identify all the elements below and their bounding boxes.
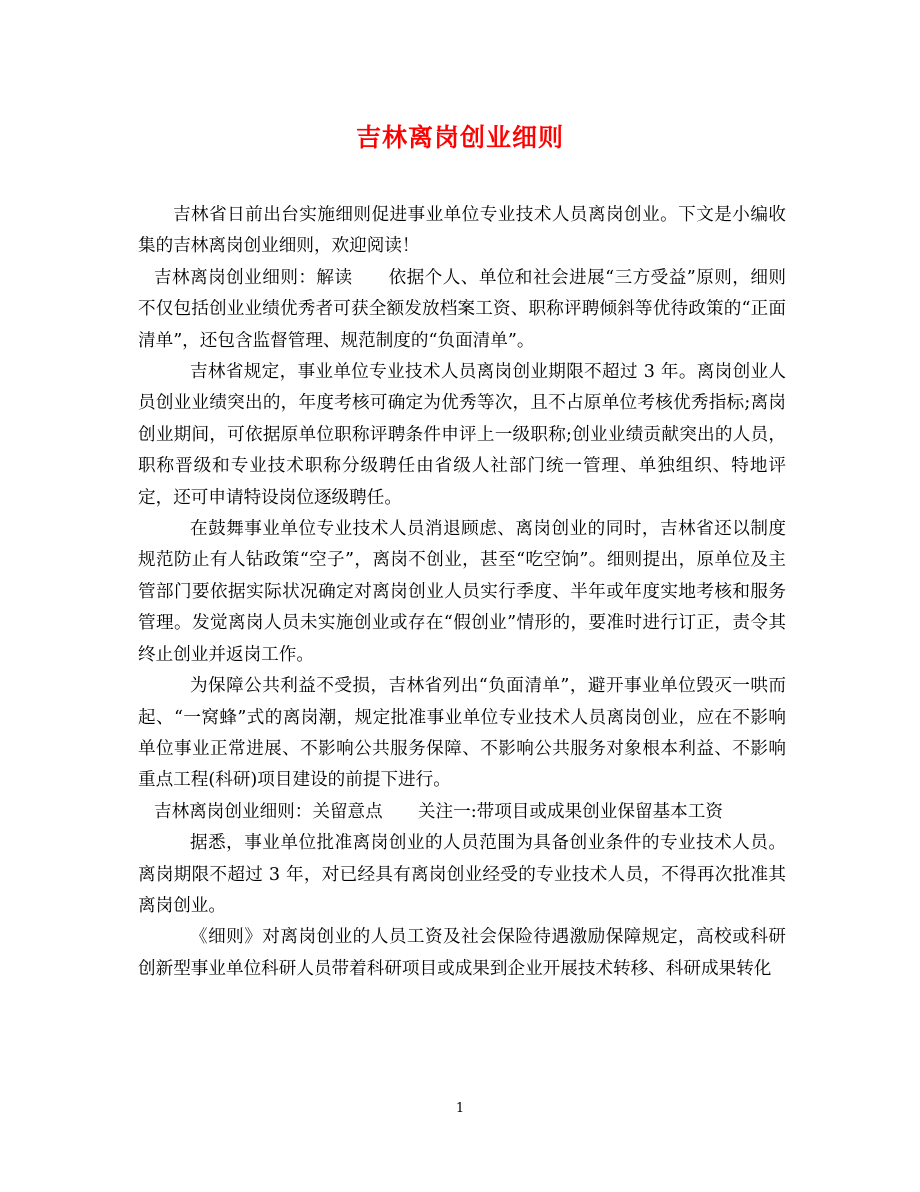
paragraph-interpretation: 吉林离岗创业细则：解读 依据个人、单位和社会进展“三方受益”原则，细则不仅包括创业业绩优秀者可获全额发放档案工资、职称评聘倾斜等优待政策的“正面清单”，还包含监督管理、规范制度的“负面清单”。 bbox=[138, 267, 786, 351]
paragraph-key-points: 吉林离岗创业细则：关留意点 关注一:带项目或成果创业保留基本工资 bbox=[154, 801, 723, 822]
paragraph-scope: 据悉，事业单位批准离岗创业的人员范围为具备创业条件的专业技术人员。离岗期限不超过 3 年，对已经具有离岗创业经受的专业技术人员，不得再次批准其离岗创业。 bbox=[138, 833, 786, 916]
document-body bbox=[138, 200, 786, 985]
paragraph-intro: 吉林省日前出台实施细则促进事业单位专业技术人员离岗创业。下文是小编收集的吉林离岗创业细则，欢迎阅读！ bbox=[138, 205, 786, 257]
paragraph-supervision: 在鼓舞事业单位专业技术人员消退顾虑、离岗创业的同时，吉林省还以制度规范防止有人钻政策“空子”，离岗不创业，甚至“吃空饷”。细则提出，原单位及主管部门要依据实际状况确定对离岗创业人员实行季度、半年或年度实地考核和服务管理。发觉离岗人员未实施创业或存在“假创业”情形的，要准时进行订正，责令其终止创业并返岗工作。 bbox=[138, 519, 786, 665]
document-title: 吉林离岗创业细则 bbox=[355, 123, 564, 152]
paragraph-salary: 《细则》对离岗创业的人员工资及社会保险待遇激励保障规定，高校或科研创新型事业单位科研人员带着科研项目或成果到企业开展技术转移、科研成果转化 bbox=[138, 927, 786, 979]
page-number: 1 bbox=[455, 1101, 465, 1116]
paragraph-negative-list: 为保障公共利益不受损，吉林省列出“负面清单”，避开事业单位毁灭一哄而起、“一窝蜂”式的离岗潮，规定批准事业单位专业技术人员离岗创业，应在不影响单位事业正常进展、不影响公共服务保障、不影响公共服务对象根本利益、不影响重点工程(科研)项目建设的前提下进行。 bbox=[138, 676, 786, 791]
paragraph-regulation: 吉林省规定，事业单位专业技术人员离岗创业期限不超过 3 年。离岗创业人员创业业绩突出的，年度考核可确定为优秀等次，且不占原单位考核优秀指标;离岗创业期间，可依据原单位职称评聘条件申评上一级职称;创业业绩贡献突出的人员，职称晋级和专业技术职称分级聘任由省级人社部门统一管理、单独组织、特地评定，还可申请特设岗位逐级聘任。 bbox=[138, 362, 786, 508]
